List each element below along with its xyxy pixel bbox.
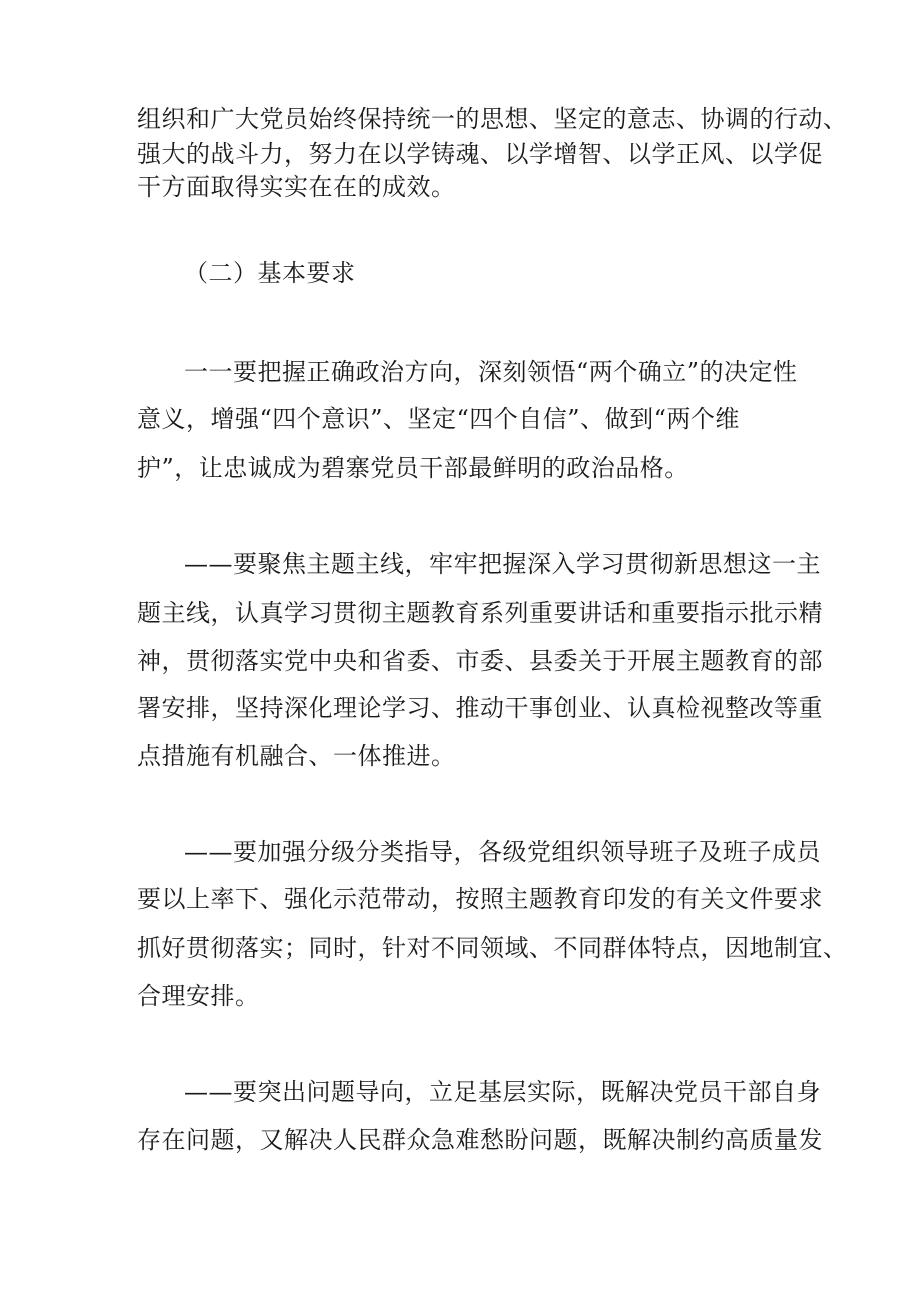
intro-line-1: 组织和广大党员始终保持统一的思想、坚定的意志、协调的行动、 [137,105,848,133]
paragraph-3-line-3: 抓好贯彻落实；同时，针对不同领域、不同群体特点，因地制宜、 [137,934,848,962]
paragraph-2-line-5: 点措施有机融合、一体推进。 [137,742,456,770]
intro-line-2: 强大的战斗力，努力在以学铸魂、以学增智、以学正风、以学促 [137,140,823,168]
paragraph-2-line-4: 署安排，坚持深化理论学习、推动干事创业、认真检视整改等重 [137,694,823,722]
paragraph-2-line-1: ——要聚焦主题主线，牢牢把握深入学习贯彻新思想这一主 [184,550,821,578]
paragraph-1-line-3: 护”，让忠诚成为碧寨党员干部最鲜明的政治品格。 [137,454,689,482]
paragraph-1-line-2: 意义，增强“四个意识”、坚定“四个自信”、做到“两个维 [137,405,740,433]
paragraph-4-line-2: 存在问题，又解决人民群众急难愁盼问题，既解决制约高质量发 [137,1126,823,1154]
paragraph-3-line-1: ——要加强分级分类指导，各级党组织领导班子及班子成员 [184,838,821,866]
intro-line-3: 干方面取得实实在在的成效。 [137,173,456,201]
paragraph-1-line-1: 一一要把握正确政治方向，深刻领悟“两个确立”的决定性 [184,358,798,386]
section-heading: （二）基本要求 [184,259,356,287]
paragraph-3-line-4: 合理安排。 [137,982,260,1010]
paragraph-2-line-2: 题主线，认真学习贯彻主题教育系列重要讲话和重要指示批示精 [137,599,823,627]
paragraph-3-line-2: 要以上率下、强化示范带动，按照主题教育印发的有关文件要求 [137,885,823,913]
paragraph-2-line-3: 神，贯彻落实党中央和省委、市委、县委关于开展主题教育的部 [137,647,823,675]
paragraph-4-line-1: ——要突出问题导向，立足基层实际，既解决党员干部自身 [184,1078,821,1106]
